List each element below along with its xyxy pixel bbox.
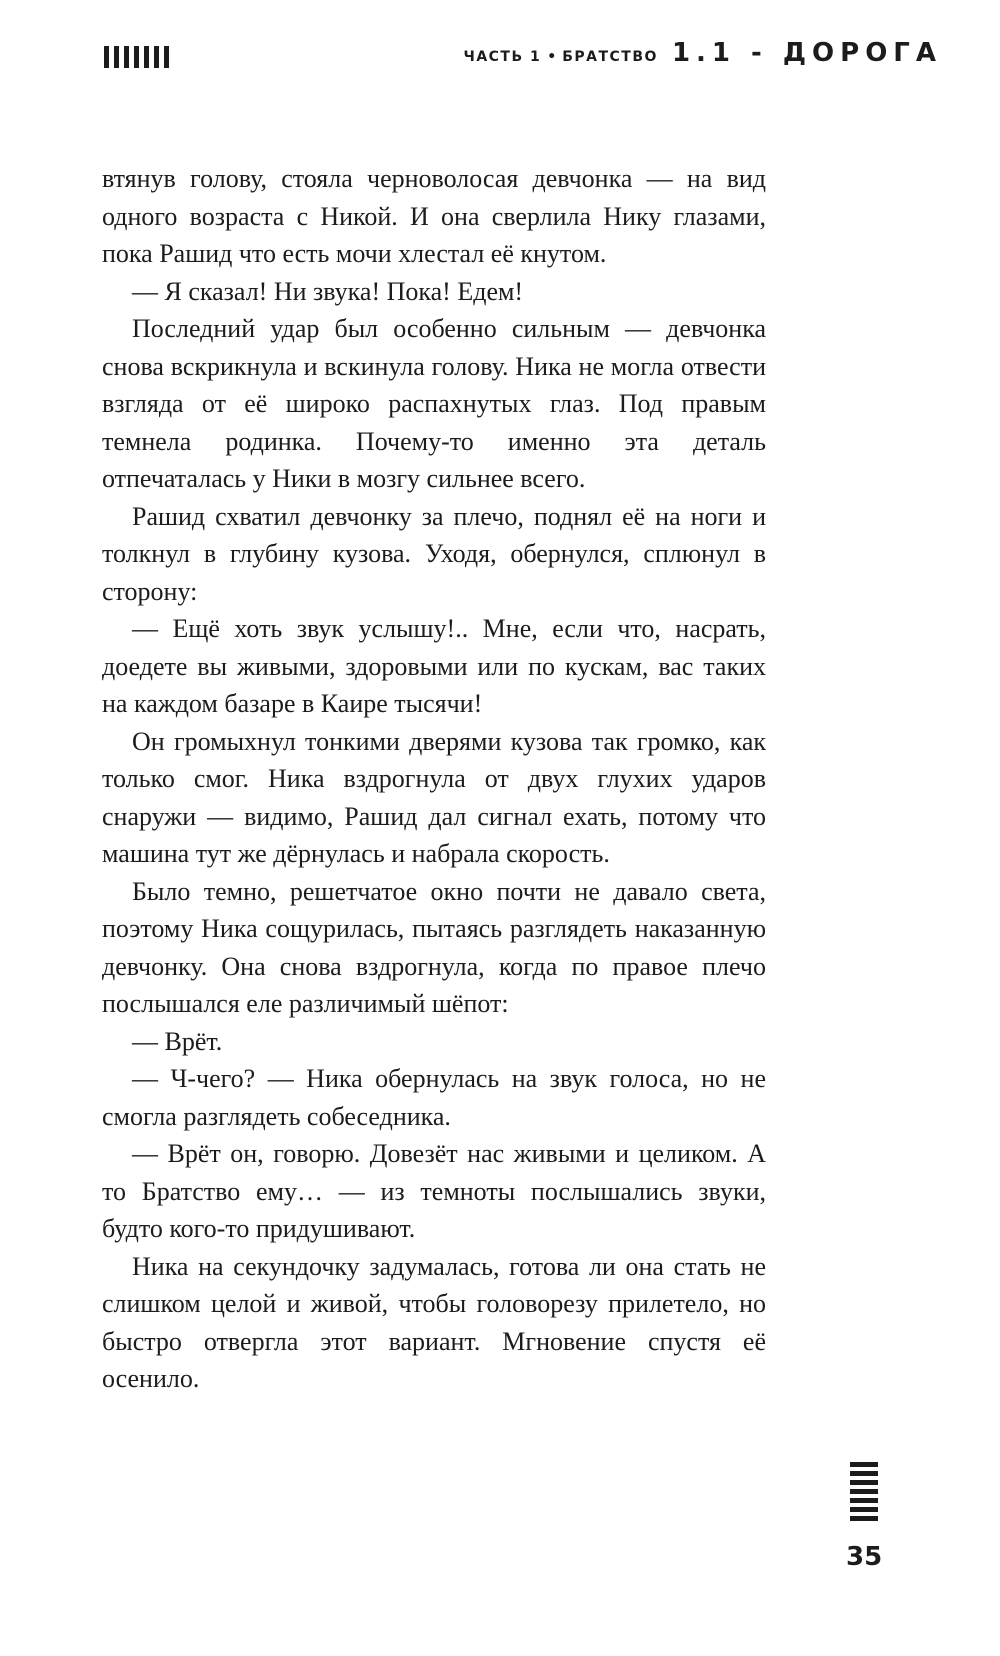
decorative-bar [164,46,169,68]
paragraph: Рашид схватил девчонку за плечо, поднял её на ноги и толкнул в глубину кузова. Уходя, обернулся, сплюнул в сторону: [102,501,766,606]
decorative-bar [144,46,149,68]
decorative-bar [850,1498,878,1503]
decorative-bar [114,46,119,68]
part-title: БРАТСТВО [562,49,658,65]
paragraph: Было темно, решетчатое окно почти не давало света, поэтому Ника сощурилась, пытаясь разглядеть наказанную девчонку. Она снова вздрогнула, когда по правое плечо послышался еле различимый шёпот: [102,876,766,1018]
paragraph: втянув голову, стояла черноволосая девчонка — на вид одного возраста с Никой. И она сверлила Нику глазами, пока Рашид что есть мочи хлестал её кнутом. [102,164,766,268]
chapter-title: 1.1 - ДОРОГА [671,38,942,68]
decorative-bar [850,1507,878,1512]
paragraph: — Я сказал! Ни звука! Пока! Едем! [132,276,524,306]
paragraph: Он громыхнул тонкими дверями кузова так громко, как только смог. Ника вздрогнула от двух глухих ударов снаружи — видимо, Рашид дал сигнал ехать, потому что машина тут же дёрнулась и набрала скорость. [102,726,766,868]
decorative-bar [850,1489,878,1494]
page-number: 35 [846,1542,883,1572]
paragraph: — Врёт. [132,1026,223,1056]
decorative-bar [850,1480,878,1485]
header-decorative-bars [104,46,174,68]
paragraph: — Врёт он, говорю. Довезёт нас живыми и целиком. А то Братство ему… — из темноты послышались звуки, будто кого-то придушивают. [102,1139,766,1243]
decorative-bar [154,46,159,68]
decorative-bar [850,1516,878,1521]
decorative-bar [124,46,129,68]
part-label: ЧАСТЬ 1 [463,49,542,65]
decorative-bar [104,46,109,68]
running-header [464,38,943,68]
paragraph: — Ч-чего? — Ника обернулась на звук голоса, но не смогла разглядеть собеседника. [102,1064,766,1131]
decorative-bar [850,1462,878,1467]
decorative-bar [850,1471,878,1476]
paragraph: Ника на секундочку задумалась, готова ли она стать не слишком целой и живой, чтобы головорезу прилетело, но быстро отвергла этот вариант. Мгновение спустя её осенило. [102,1251,766,1393]
body-text [102,160,766,1398]
paragraph: Последний удар был особенно сильным — девчонка снова вскрикнула и вскинула голову. Ника не могла отвести взгляда от её широко распахнутых глаз. Под правым темнела родинка. Почему-то именно эта деталь отпечаталась у Ники в мозгу сильнее всего. [102,314,766,493]
footer-decorative-bars [850,1462,878,1526]
header-separator: • [547,49,557,65]
paragraph: — Ещё хоть звук услышу!.. Мне, если что, насрать, доедете вы живыми, здоровыми или по кускам, вас таких на каждом базаре в Каире тысячи! [102,614,766,718]
decorative-bar [134,46,139,68]
